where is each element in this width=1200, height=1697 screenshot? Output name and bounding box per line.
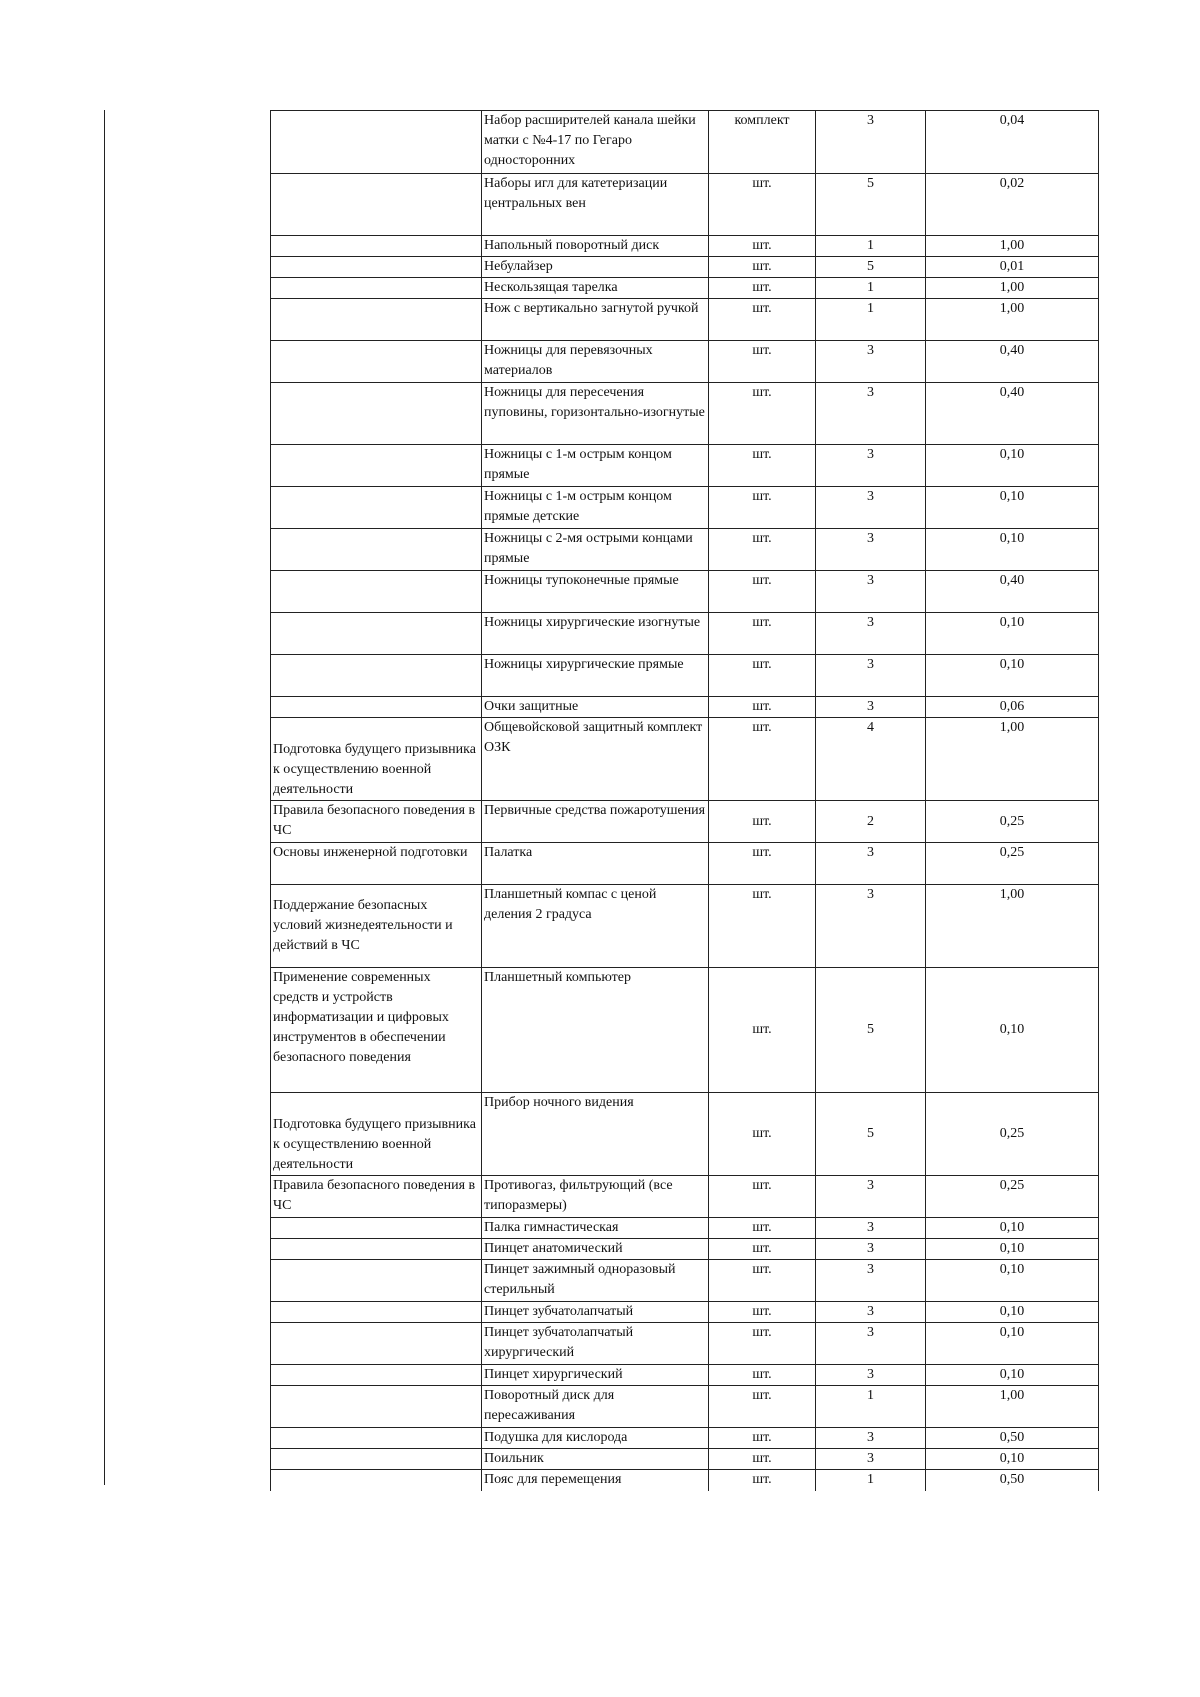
item-name-cell: Ножницы с 2-мя острыми концами прямые: [482, 529, 709, 571]
item-name-cell: Пинцет зубчатолапчатый: [482, 1302, 709, 1323]
section-cell: [271, 1260, 482, 1302]
coefficient-cell: 0,10: [926, 1323, 1099, 1365]
quantity-cell: 5: [816, 968, 926, 1093]
coefficient-cell: 0,25: [926, 1176, 1099, 1218]
coefficient-cell: 1,00: [926, 885, 1099, 968]
coefficient-cell: 0,01: [926, 257, 1099, 278]
item-name-cell: Пинцет анатомический: [482, 1239, 709, 1260]
section-cell: [271, 299, 482, 341]
item-name-cell: Ножницы с 1-м острым концом прямые детские: [482, 487, 709, 529]
item-name-cell: Поильник: [482, 1449, 709, 1470]
unit-cell: шт.: [709, 801, 816, 843]
table-row: [271, 341, 1099, 383]
section-cell: Подготовка будущего призывника к осуществлению военной деятельности: [271, 718, 482, 801]
item-name-cell: Общевойсковой защитный комплект ОЗК: [482, 718, 709, 801]
coefficient-cell: 0,10: [926, 1239, 1099, 1260]
coefficient-cell: 0,10: [926, 445, 1099, 487]
section-cell: Подготовка будущего призывника к осуществлению военной деятельности: [271, 1093, 482, 1176]
coefficient-cell: 0,10: [926, 613, 1099, 655]
section-cell: [271, 613, 482, 655]
table-row: [271, 1386, 1099, 1428]
table-row: [271, 843, 1099, 885]
quantity-cell: 3: [816, 1365, 926, 1386]
table-row: [271, 111, 1099, 174]
table-row: [271, 655, 1099, 697]
quantity-cell: 3: [816, 1302, 926, 1323]
item-name-cell: Ножницы для пересечения пуповины, горизонтально-изогнутые: [482, 383, 709, 445]
item-name-cell: Поворотный диск для пересаживания: [482, 1386, 709, 1428]
table-row: [271, 383, 1099, 445]
unit-cell: шт.: [709, 1365, 816, 1386]
quantity-cell: 1: [816, 278, 926, 299]
section-cell: [271, 111, 482, 174]
unit-cell: шт.: [709, 487, 816, 529]
item-name-cell: Ножницы для перевязочных материалов: [482, 341, 709, 383]
coefficient-cell: 0,25: [926, 1093, 1099, 1176]
quantity-cell: 3: [816, 571, 926, 613]
coefficient-cell: 1,00: [926, 236, 1099, 257]
section-cell: [271, 1302, 482, 1323]
table-row: [271, 257, 1099, 278]
item-name-cell: Планшетный компьютер: [482, 968, 709, 1093]
quantity-cell: 3: [816, 341, 926, 383]
table-row: [271, 1428, 1099, 1449]
unit-cell: шт.: [709, 1302, 816, 1323]
table-row: [271, 1176, 1099, 1218]
section-cell: [271, 236, 482, 257]
item-name-cell: Планшетный компас с ценой деления 2 градуса: [482, 885, 709, 968]
quantity-cell: 3: [816, 445, 926, 487]
quantity-cell: 3: [816, 655, 926, 697]
unit-cell: шт.: [709, 383, 816, 445]
item-name-cell: Палка гимнастическая: [482, 1218, 709, 1239]
table-row: [271, 278, 1099, 299]
unit-cell: шт.: [709, 613, 816, 655]
item-name-cell: Подушка для кислорода: [482, 1428, 709, 1449]
section-cell: [271, 1470, 482, 1491]
section-cell: [271, 697, 482, 718]
quantity-cell: 5: [816, 1093, 926, 1176]
table-row: [271, 801, 1099, 843]
item-name-cell: Наборы игл для катетеризации центральных вен: [482, 174, 709, 236]
quantity-cell: 1: [816, 1470, 926, 1491]
section-cell: [271, 278, 482, 299]
section-cell: [271, 257, 482, 278]
unit-cell: шт.: [709, 697, 816, 718]
section-cell: [271, 487, 482, 529]
unit-cell: шт.: [709, 529, 816, 571]
item-name-cell: Ножницы тупоконечные прямые: [482, 571, 709, 613]
table-row: [271, 1449, 1099, 1470]
table-row: [271, 1093, 1099, 1176]
coefficient-cell: 0,50: [926, 1428, 1099, 1449]
item-name-cell: Набор расширителей канала шейки матки с №4-17 по Гегаро односторонних: [482, 111, 709, 174]
table-row: [271, 697, 1099, 718]
coefficient-cell: 1,00: [926, 718, 1099, 801]
item-name-cell: Напольный поворотный диск: [482, 236, 709, 257]
item-name-cell: Нож с вертикально загнутой ручкой: [482, 299, 709, 341]
table-row: [271, 1260, 1099, 1302]
item-name-cell: Нескользящая тарелка: [482, 278, 709, 299]
unit-cell: шт.: [709, 1449, 816, 1470]
section-cell: [271, 1428, 482, 1449]
table-row: [271, 613, 1099, 655]
coefficient-cell: 0,25: [926, 843, 1099, 885]
coefficient-cell: 0,50: [926, 1470, 1099, 1491]
table-row: [271, 1365, 1099, 1386]
item-name-cell: Пояс для перемещения: [482, 1470, 709, 1491]
section-cell: [271, 1386, 482, 1428]
coefficient-cell: 0,40: [926, 571, 1099, 613]
quantity-cell: 3: [816, 1449, 926, 1470]
item-name-cell: Пинцет зажимный одноразовый стерильный: [482, 1260, 709, 1302]
unit-cell: шт.: [709, 1470, 816, 1491]
coefficient-cell: 0,10: [926, 968, 1099, 1093]
quantity-cell: 3: [816, 1323, 926, 1365]
section-cell: Применение современных средств и устройств информатизации и цифровых инструментов в обеспечении безопасного поведения: [271, 968, 482, 1093]
quantity-cell: 3: [816, 1428, 926, 1449]
unit-cell: шт.: [709, 236, 816, 257]
table-row: [271, 1239, 1099, 1260]
table-row: [271, 529, 1099, 571]
unit-cell: шт.: [709, 718, 816, 801]
table-row: [271, 487, 1099, 529]
table-row: [271, 885, 1099, 968]
unit-cell: шт.: [709, 174, 816, 236]
table-row: [271, 1323, 1099, 1365]
unit-cell: шт.: [709, 1239, 816, 1260]
coefficient-cell: 0,10: [926, 655, 1099, 697]
section-cell: Правила безопасного поведения в ЧС: [271, 801, 482, 843]
section-cell: Поддержание безопасных условий жизнедеятельности и действий в ЧС: [271, 885, 482, 968]
quantity-cell: 4: [816, 718, 926, 801]
equipment-table: [270, 110, 1099, 1491]
coefficient-cell: 0,06: [926, 697, 1099, 718]
section-cell: [271, 1239, 482, 1260]
table-row: [271, 1218, 1099, 1239]
coefficient-cell: 0,10: [926, 1449, 1099, 1470]
left-margin-rule: [104, 110, 105, 1485]
quantity-cell: 3: [816, 1260, 926, 1302]
section-cell: [271, 655, 482, 697]
item-name-cell: Ножницы хирургические изогнутые: [482, 613, 709, 655]
coefficient-cell: 0,10: [926, 487, 1099, 529]
item-name-cell: Палатка: [482, 843, 709, 885]
item-name-cell: Ножницы хирургические прямые: [482, 655, 709, 697]
coefficient-cell: 1,00: [926, 278, 1099, 299]
section-cell: [271, 341, 482, 383]
coefficient-cell: 1,00: [926, 299, 1099, 341]
unit-cell: шт.: [709, 1176, 816, 1218]
coefficient-cell: 0,04: [926, 111, 1099, 174]
section-cell: [271, 1323, 482, 1365]
unit-cell: комплект: [709, 111, 816, 174]
coefficient-cell: 0,40: [926, 383, 1099, 445]
unit-cell: шт.: [709, 1428, 816, 1449]
item-name-cell: Прибор ночного видения: [482, 1093, 709, 1176]
section-cell: [271, 174, 482, 236]
item-name-cell: Противогаз, фильтрующий (все типоразмеры): [482, 1176, 709, 1218]
table-row: [271, 236, 1099, 257]
item-name-cell: Первичные средства пожаротушения: [482, 801, 709, 843]
unit-cell: шт.: [709, 571, 816, 613]
coefficient-cell: 0,40: [926, 341, 1099, 383]
coefficient-cell: 0,10: [926, 529, 1099, 571]
quantity-cell: 3: [816, 1176, 926, 1218]
table-row: [271, 445, 1099, 487]
quantity-cell: 3: [816, 843, 926, 885]
section-cell: Правила безопасного поведения в ЧС: [271, 1176, 482, 1218]
quantity-cell: 3: [816, 1218, 926, 1239]
quantity-cell: 1: [816, 236, 926, 257]
item-name-cell: Ножницы с 1-м острым концом прямые: [482, 445, 709, 487]
table-row: [271, 968, 1099, 1093]
quantity-cell: 5: [816, 257, 926, 278]
coefficient-cell: 0,10: [926, 1260, 1099, 1302]
unit-cell: шт.: [709, 257, 816, 278]
coefficient-cell: 0,10: [926, 1302, 1099, 1323]
unit-cell: шт.: [709, 299, 816, 341]
section-cell: [271, 383, 482, 445]
quantity-cell: 5: [816, 174, 926, 236]
unit-cell: шт.: [709, 843, 816, 885]
item-name-cell: Пинцет хирургический: [482, 1365, 709, 1386]
unit-cell: шт.: [709, 1260, 816, 1302]
unit-cell: шт.: [709, 885, 816, 968]
table-row: [271, 718, 1099, 801]
unit-cell: шт.: [709, 1093, 816, 1176]
table-row: [271, 1302, 1099, 1323]
unit-cell: шт.: [709, 445, 816, 487]
quantity-cell: 3: [816, 529, 926, 571]
section-cell: [271, 1365, 482, 1386]
unit-cell: шт.: [709, 968, 816, 1093]
quantity-cell: 3: [816, 613, 926, 655]
unit-cell: шт.: [709, 1218, 816, 1239]
quantity-cell: 3: [816, 487, 926, 529]
section-cell: [271, 1218, 482, 1239]
table-row: [271, 299, 1099, 341]
quantity-cell: 3: [816, 885, 926, 968]
coefficient-cell: 0,25: [926, 801, 1099, 843]
quantity-cell: 3: [816, 697, 926, 718]
quantity-cell: 2: [816, 801, 926, 843]
unit-cell: шт.: [709, 1386, 816, 1428]
table-row: [271, 571, 1099, 613]
quantity-cell: 1: [816, 1386, 926, 1428]
unit-cell: шт.: [709, 341, 816, 383]
unit-cell: шт.: [709, 1323, 816, 1365]
section-cell: [271, 445, 482, 487]
quantity-cell: 1: [816, 299, 926, 341]
table-row: [271, 1470, 1099, 1491]
coefficient-cell: 0,10: [926, 1218, 1099, 1239]
unit-cell: шт.: [709, 278, 816, 299]
table-row: [271, 174, 1099, 236]
section-cell: [271, 529, 482, 571]
quantity-cell: 3: [816, 111, 926, 174]
item-name-cell: Небулайзер: [482, 257, 709, 278]
section-cell: [271, 571, 482, 613]
coefficient-cell: 0,10: [926, 1365, 1099, 1386]
unit-cell: шт.: [709, 655, 816, 697]
coefficient-cell: 1,00: [926, 1386, 1099, 1428]
item-name-cell: Пинцет зубчатолапчатый хирургический: [482, 1323, 709, 1365]
section-cell: [271, 1449, 482, 1470]
coefficient-cell: 0,02: [926, 174, 1099, 236]
quantity-cell: 3: [816, 1239, 926, 1260]
section-cell: Основы инженерной подготовки: [271, 843, 482, 885]
item-name-cell: Очки защитные: [482, 697, 709, 718]
quantity-cell: 3: [816, 383, 926, 445]
